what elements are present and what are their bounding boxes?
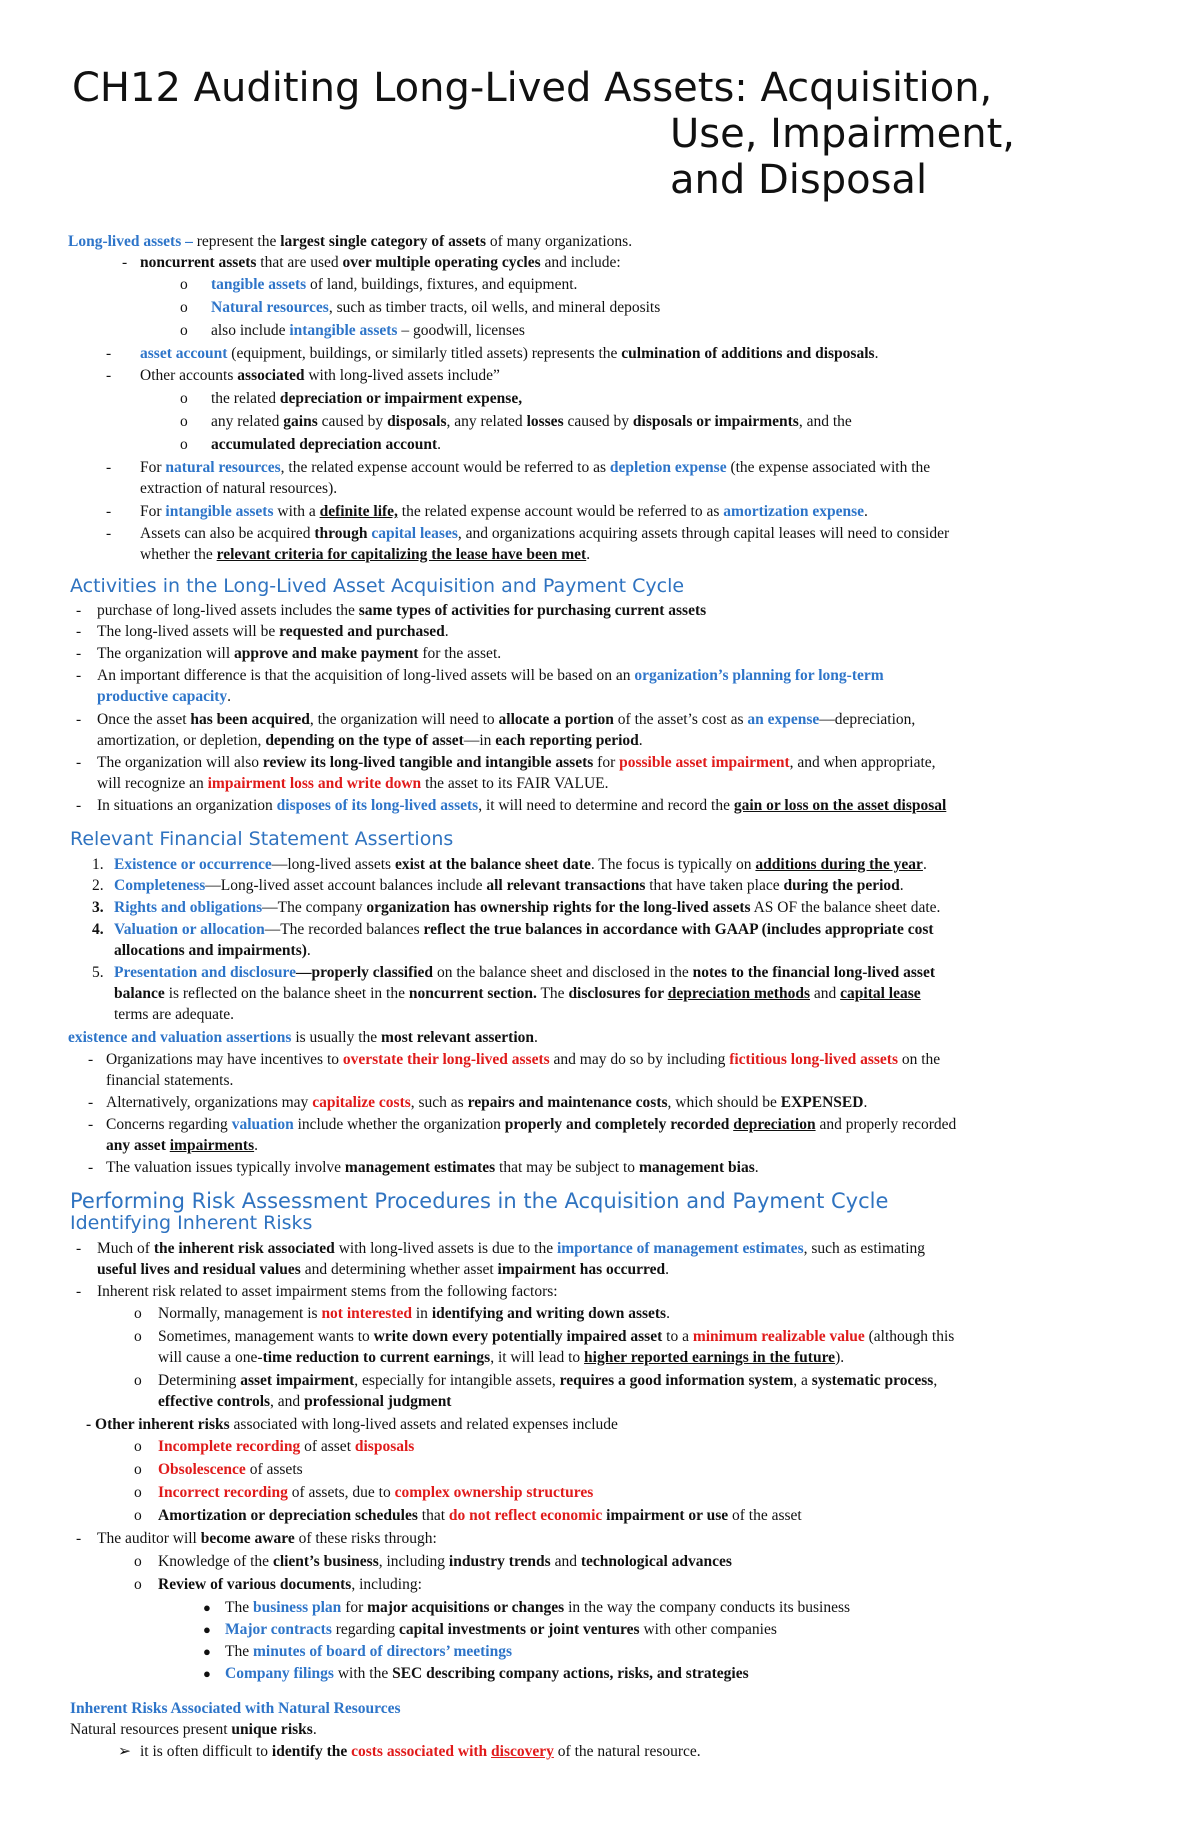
natural-line: Natural resources present unique risks. (70, 1721, 317, 1738)
bullet-dot: ● (203, 1644, 211, 1659)
bullet-circle: o (134, 1305, 142, 1322)
list-number: 2. (92, 877, 104, 894)
bullet-dash: - (106, 503, 112, 520)
subheading-inherent-risks: Identifying Inherent Risks (70, 1212, 313, 1234)
activities-line: purchase of long-lived assets includes the same types of activities for purchasing current assets (97, 602, 707, 619)
intro-line: asset account (equipment, buildings, or similarly titled assets) represents the culmination of additions and disposals. (140, 345, 879, 362)
list-number: 4. (92, 921, 104, 938)
risk-line: The auditor will become aware of these risks through: (97, 1530, 437, 1547)
activities-line: The organization will approve and make payment for the asset. (97, 645, 502, 662)
natural-resources-heading: Inherent Risks Associated with Natural Resources (70, 1700, 401, 1717)
risk-line: Amortization or depreciation schedules that do not reflect economic impairment or use of the asset (158, 1507, 802, 1524)
bullet-dash: - (76, 1283, 82, 1300)
risk-line: useful lives and residual values and determining whether asset impairment has occurred. (97, 1261, 670, 1278)
bullet-circle: o (134, 1328, 142, 1345)
risk-line: Review of various documents, including: (158, 1576, 422, 1593)
activities-line: In situations an organization disposes of its long-lived assets, it will need to determine and record the gain or loss on the asset disposal (97, 797, 947, 814)
intro-line: whether the relevant criteria for capitalizing the lease have been met. (140, 546, 591, 563)
section-heading-risk: Performing Risk Assessment Procedures in the Acquisition and Payment Cycle (70, 1189, 889, 1213)
assertion-line: terms are adequate. (114, 1006, 235, 1023)
risk-line: Obsolescence of assets (158, 1461, 303, 1478)
intro-line: Natural resources, such as timber tracts, oil wells, and mineral deposits (211, 299, 661, 316)
intro-line: also include intangible assets – goodwill, licenses (211, 322, 525, 339)
bullet-circle: o (180, 276, 188, 293)
list-number: 5. (92, 964, 104, 981)
bullet-dash: - (106, 367, 112, 384)
bullet-dash: - (76, 602, 82, 619)
bullet-dash: - (76, 711, 82, 728)
assertion-line: Rights and obligations—The company organization has ownership rights for the long-lived assets AS OF the balance sheet date. (114, 899, 941, 916)
assertion-bullet: Concerns regarding valuation include whether the organization properly and completely recorded depreciation and properly recorded (106, 1116, 957, 1133)
intro-line: accumulated depreciation account. (211, 436, 442, 453)
risk-line: Much of the inherent risk associated with long-lived assets is due to the importance of management estimates, such as estimating (97, 1240, 926, 1257)
bullet-circle: o (180, 390, 188, 407)
bullet-dash: - (106, 525, 112, 542)
bullet-circle: o (180, 436, 188, 453)
list-number: 3. (92, 899, 104, 916)
bullet-circle: o (180, 299, 188, 316)
document-item: The business plan for major acquisitions or changes in the way the company conducts its business (225, 1599, 851, 1616)
page-title-line-1: CH12 Auditing Long-Lived Assets: Acquisition, (72, 65, 993, 111)
bullet-dash: - (76, 797, 82, 814)
bullet-dash: - (88, 1116, 94, 1133)
bullet-dash: - (88, 1094, 94, 1111)
bullet-dash: - (106, 459, 112, 476)
assertion-summary: existence and valuation assertions is usually the most relevant assertion. (68, 1029, 538, 1046)
activities-line: Once the asset has been acquired, the organization will need to allocate a portion of the asset’s cost as an expense—depreciation, (97, 711, 916, 728)
bullet-circle: o (180, 322, 188, 339)
bullet-dash: - (88, 1159, 94, 1176)
risk-line: Sometimes, management wants to write down every potentially impaired asset to a minimum realizable value (although this (158, 1328, 955, 1345)
assertion-line: Completeness—Long-lived asset account balances include all relevant transactions that have taken place during the period. (114, 877, 904, 894)
bullet-dot: ● (203, 1666, 211, 1681)
bullet-circle: o (134, 1484, 142, 1501)
activities-line: An important difference is that the acquisition of long-lived assets will be based on an organization’s planning for long-term (97, 667, 884, 684)
assertion-line: Valuation or allocation—The recorded balances reflect the true balances in accordance with GAAP (includes appropriate cost (114, 921, 934, 938)
list-number: 1. (92, 856, 104, 873)
intro-line: Long-lived assets – represent the largest single category of assets of many organizations. (68, 233, 633, 250)
document-item: Major contracts regarding capital investments or joint ventures with other companies (225, 1621, 777, 1638)
assertion-bullet: Alternatively, organizations may capitalize costs, such as repairs and maintenance costs, which should be EXPENSED. (106, 1094, 868, 1111)
assertion-line: Existence or occurrence—long-lived assets exist at the balance sheet date. The focus is typically on additions during the year. (114, 856, 927, 873)
assertion-bullet: financial statements. (106, 1072, 234, 1089)
assertion-line: Presentation and disclosure—properly classified on the balance sheet and disclosed in the notes to the financial long-lived asset (114, 964, 936, 981)
bullet-dot: ● (203, 1622, 211, 1637)
activities-line: The organization will also review its long-lived tangible and intangible assets for possible asset impairment, and when appropriate, (97, 754, 936, 771)
intro-line: Assets can also be acquired through capital leases, and organizations acquiring assets through capital leases will need to consider (140, 525, 950, 542)
activities-line: will recognize an impairment loss and write down the asset to its FAIR VALUE. (97, 775, 609, 792)
risk-line: Inherent risk related to asset impairment stems from the following factors: (97, 1283, 558, 1300)
intro-line: For intangible assets with a definite life, the related expense account would be referred to as amortization expense. (140, 503, 868, 520)
activities-line: amortization, or depletion, depending on the type of asset—in each reporting period. (97, 732, 643, 749)
section-heading-activities: Activities in the Long-Lived Asset Acquisition and Payment Cycle (70, 575, 685, 597)
activities-line: The long-lived assets will be requested and purchased. (97, 623, 449, 640)
risk-line: Incorrect recording of assets, due to complex ownership structures (158, 1484, 594, 1501)
natural-line: it is often difficult to identify the costs associated with discovery of the natural resource. (140, 1743, 701, 1760)
bullet-circle: o (134, 1372, 142, 1389)
bullet-dash: - (76, 645, 82, 662)
bullet-circle: o (134, 1576, 142, 1593)
bullet-circle: o (134, 1507, 142, 1524)
assertion-line: balance is reflected on the balance sheet in the noncurrent section. The disclosures for depreciation methods and capital lease (114, 985, 921, 1002)
intro-line: tangible assets of land, buildings, fixtures, and equipment. (211, 276, 578, 293)
intro-line: Other accounts associated with long-lived assets include” (140, 367, 500, 384)
risk-line: Normally, management is not interested in identifying and writing down assets. (158, 1305, 670, 1322)
intro-line: the related depreciation or impairment expense, (211, 390, 523, 407)
document-item: The minutes of board of directors’ meetings (225, 1643, 512, 1660)
bullet-dash: - (76, 754, 82, 771)
bullet-dash: - (76, 623, 82, 640)
assertion-bullet: any asset impairments. (106, 1137, 258, 1154)
bullet-dash: - (76, 667, 82, 684)
risk-line: Incomplete recording of asset disposals (158, 1438, 415, 1455)
assertion-bullet: Organizations may have incentives to overstate their long-lived assets and may do so by including fictitious long-lived assets on the (106, 1051, 941, 1068)
bullet-circle: o (134, 1461, 142, 1478)
assertion-bullet: The valuation issues typically involve management estimates that may be subject to management bias. (106, 1159, 759, 1176)
risk-line: Determining asset impairment, especially for intangible assets, requires a good information system, a systematic process, (158, 1372, 938, 1389)
intro-line: For natural resources, the related expense account would be referred to as depletion expense (the expense associated with the (140, 459, 931, 476)
intro-line: any related gains caused by disposals, any related losses caused by disposals or impairments, and the (211, 413, 852, 430)
section-heading-assertions: Relevant Financial Statement Assertions (70, 828, 454, 850)
bullet-dash: - (106, 345, 112, 362)
bullet-dash: - (76, 1530, 82, 1547)
risk-line: will cause a one-time reduction to current earnings, it will lead to higher reported earnings in the future). (158, 1349, 845, 1366)
bullet-circle: o (180, 413, 188, 430)
bullet-circle: o (134, 1553, 142, 1570)
arrow-bullet-icon: ➢ (118, 1743, 131, 1760)
risk-line: - Other inherent risks associated with long-lived assets and related expenses include (86, 1416, 618, 1433)
bullet-dash: - (88, 1051, 94, 1068)
document-item: Company filings with the SEC describing company actions, risks, and strategies (225, 1665, 749, 1682)
bullet-circle: o (134, 1438, 142, 1455)
bullet-dash: - (76, 1240, 82, 1257)
bullet-dash: - (122, 254, 128, 271)
page-title-line-2: Use, Impairment, (670, 111, 1015, 157)
intro-line: extraction of natural resources). (140, 480, 338, 497)
intro-line: noncurrent assets that are used over multiple operating cycles and include: (140, 254, 621, 271)
activities-line: productive capacity. (97, 688, 232, 705)
bullet-dot: ● (203, 1600, 211, 1615)
page-title-line-3: and Disposal (670, 157, 928, 203)
risk-line: effective controls, and professional judgment (158, 1393, 452, 1410)
assertion-line: allocations and impairments). (114, 942, 311, 959)
risk-line: Knowledge of the client’s business, including industry trends and technological advances (158, 1553, 732, 1570)
